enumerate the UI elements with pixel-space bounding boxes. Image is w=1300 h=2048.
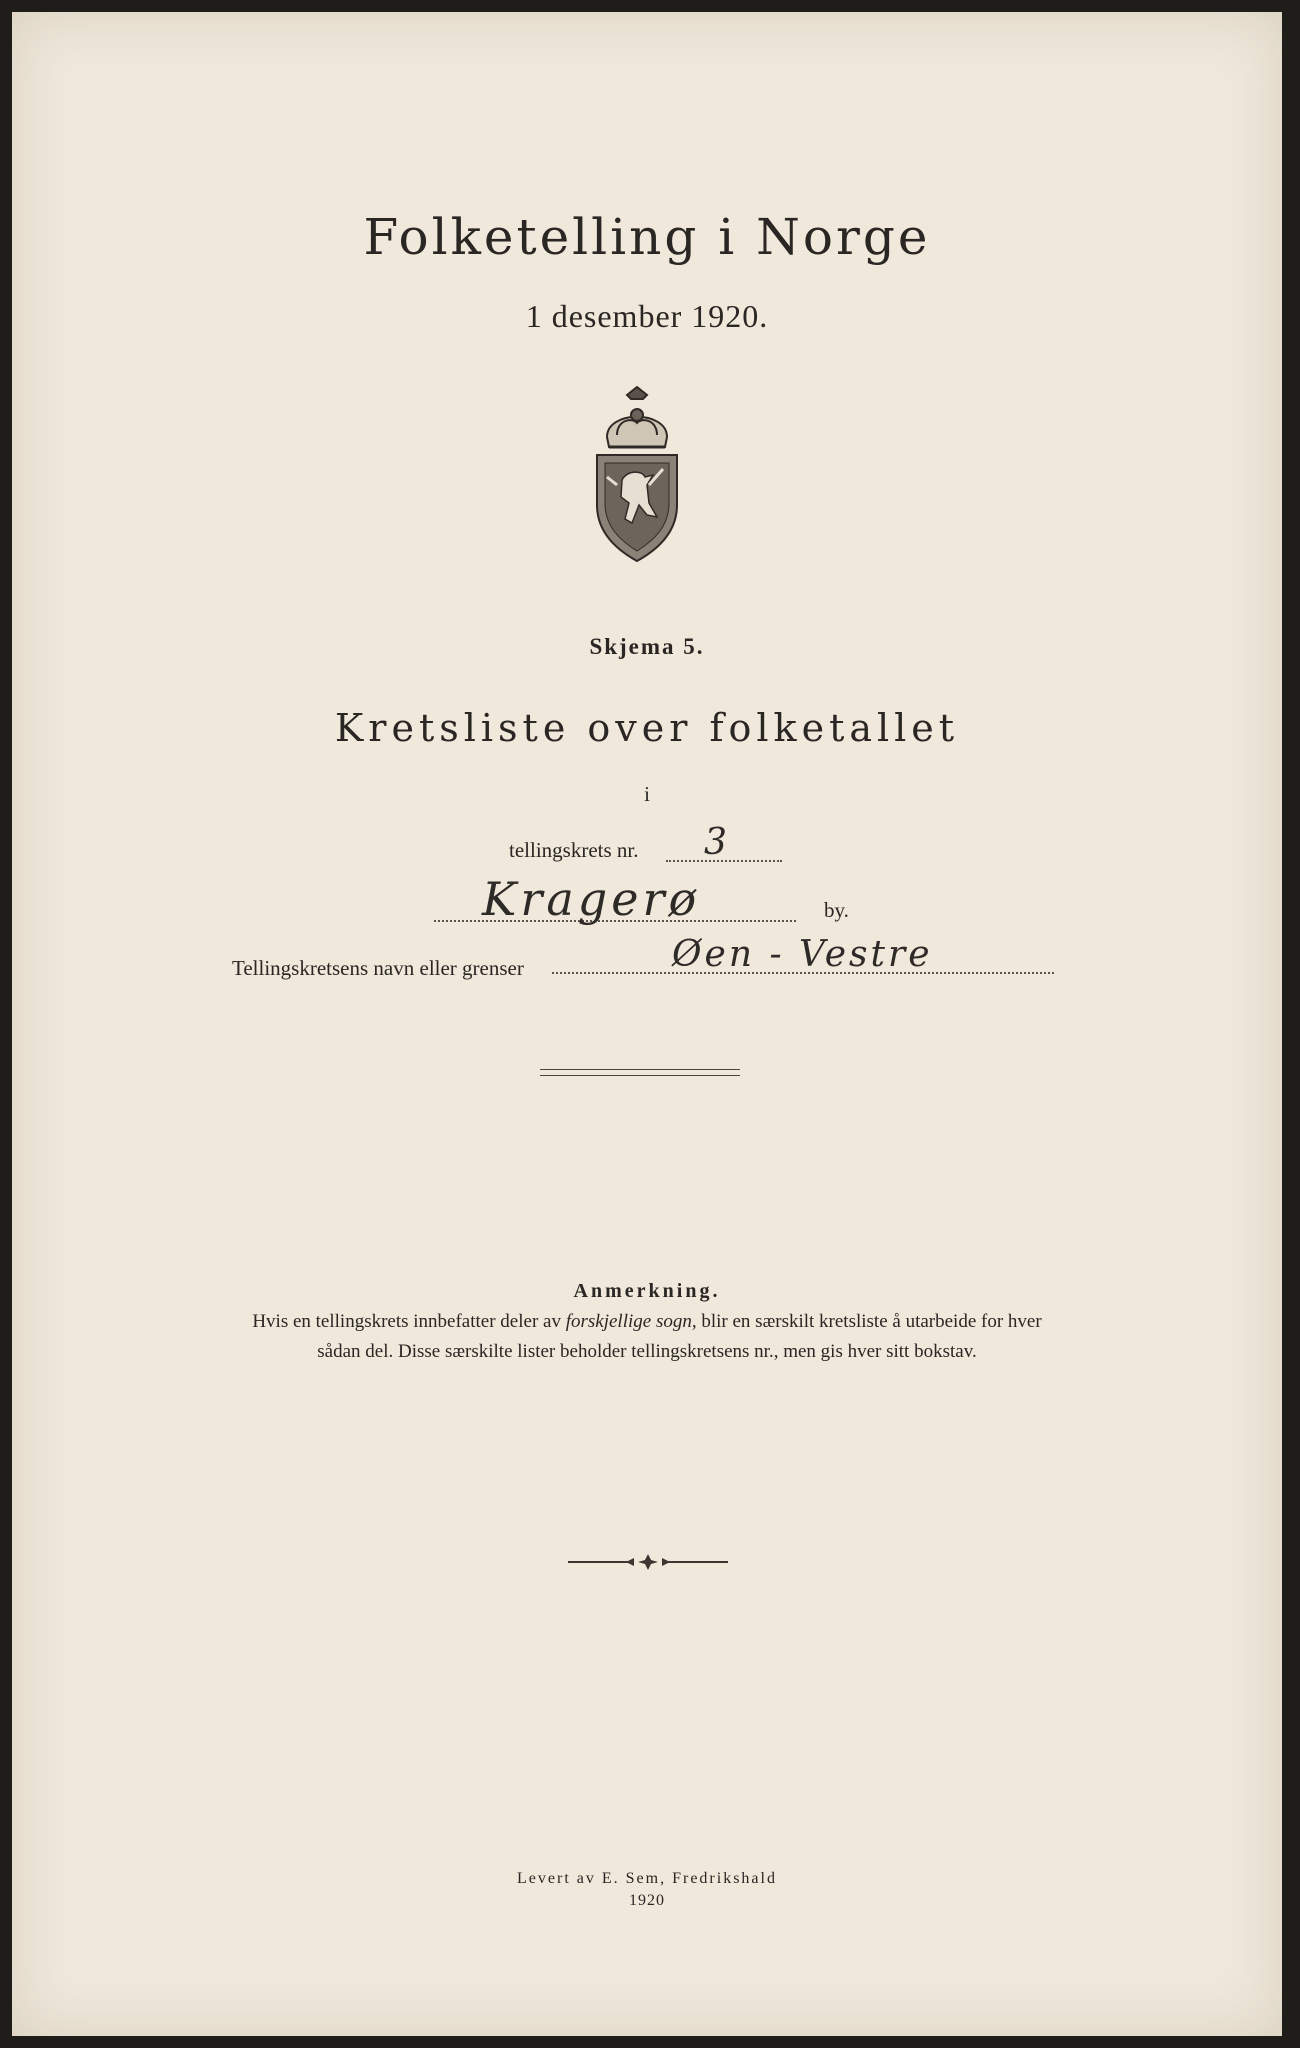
town-name-value: Kragerø <box>482 872 701 926</box>
print-year: 1920 <box>629 1892 665 1909</box>
note-text-end: blir en særskilt kretsliste å utarbeide for hver sådan del. Disse særskilte lister beholder tellingskretsens nr., men gis hver sitt bokstav. <box>317 1311 1042 1362</box>
note-heading: Anmerkning. <box>573 1280 721 1302</box>
note-text-start: Hvis en tellingskrets innbefatter deler av <box>252 1311 561 1332</box>
census-form-page <box>12 12 1282 2036</box>
ornament-divider-icon <box>568 1552 728 1572</box>
district-boundary-value: Øen - Vestre <box>672 934 933 975</box>
note-text-emphasis: forskjellige sogn, <box>565 1311 697 1332</box>
norwegian-lion-coat-of-arms-icon <box>587 385 687 565</box>
printer-credit: Levert av E. Sem, Fredrikshald <box>517 1870 777 1887</box>
preposition-text: i <box>644 782 650 806</box>
schema-number: Skjema 5. <box>589 634 705 659</box>
district-number-label: tellingskrets nr. <box>509 838 639 862</box>
district-number-value: 3 <box>704 822 727 863</box>
census-date: 1 desember 1920. <box>525 298 769 334</box>
page-title: Folketelling i Norge <box>363 208 931 266</box>
form-heading: Kretsliste over folketallet <box>334 706 960 750</box>
town-suffix: by. <box>824 898 849 922</box>
section-divider <box>540 1069 740 1076</box>
district-boundary-label: Tellingskretsens navn eller grenser <box>232 956 524 980</box>
note-text <box>237 1307 1057 1367</box>
